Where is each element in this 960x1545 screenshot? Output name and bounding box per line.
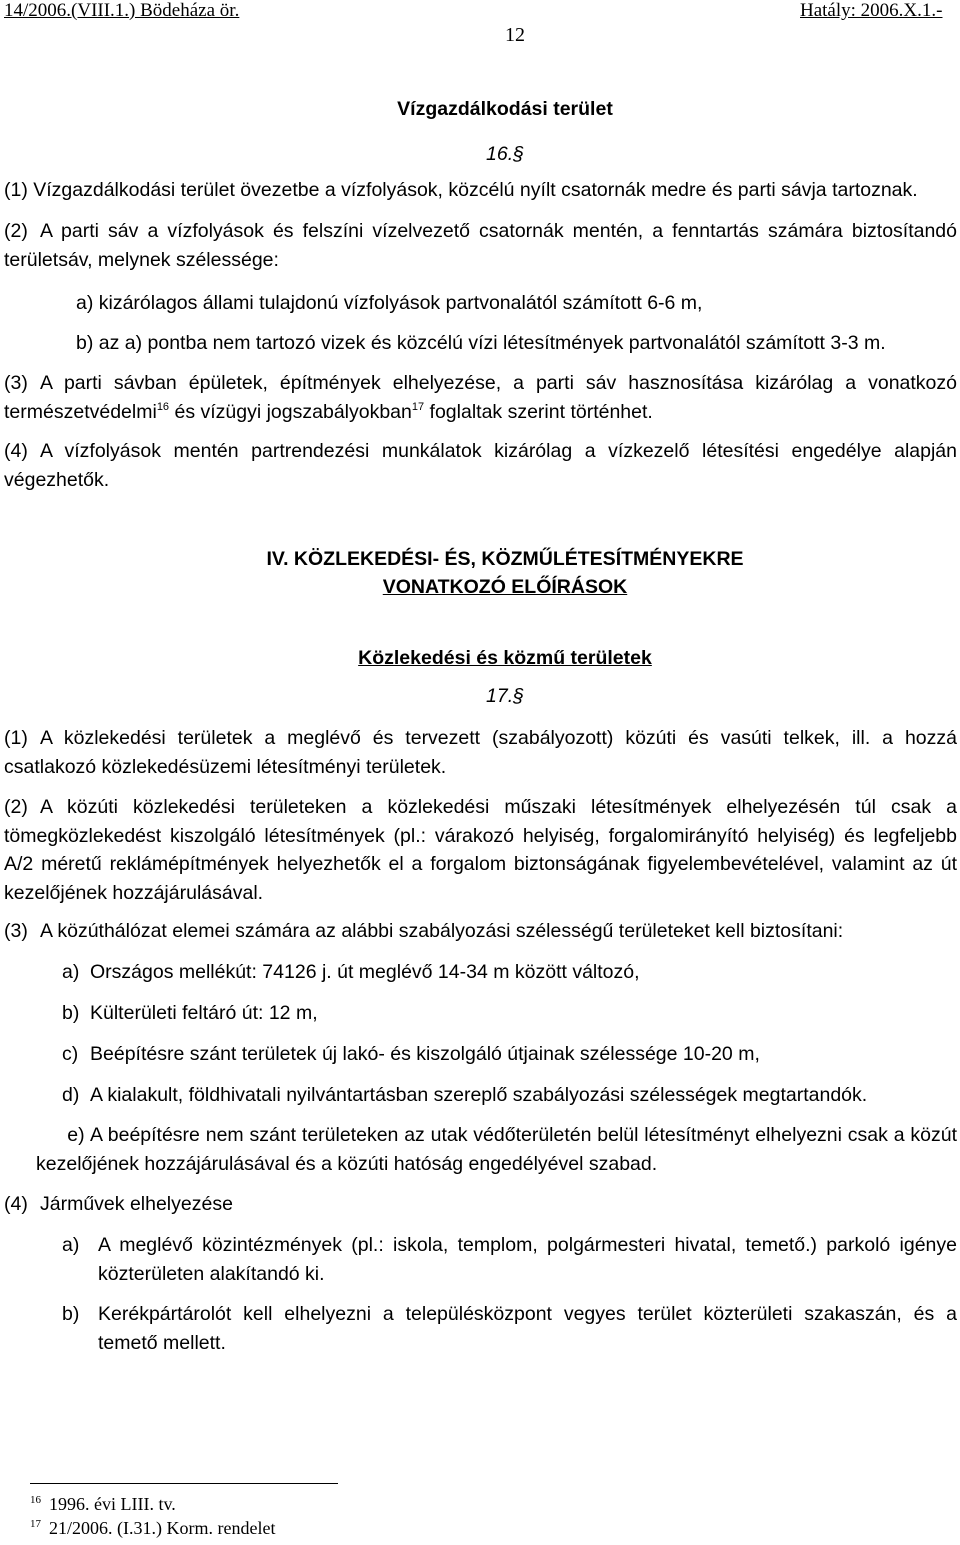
paragraph-number: (2) [4,220,28,242]
footnote-ref-16[interactable]: 16 [156,400,170,413]
list-text: A meglévő közintézmények (pl.: iskola, templom, polgármesteri hivatal, temető.) parkoló igénye közterületen alakítandó ki. [98,1234,957,1285]
footnote-text: 21/2006. (I.31.) Korm. rendelet [49,1518,276,1538]
paragraph-number: (3) [4,372,28,394]
chapter-title-line1: IV. KÖZLEKEDÉSI- ÉS, KÖZMŰLÉTESÍTMÉNYEKRE [266,548,744,570]
list-text: Beépítésre szánt területek új lakó- és kiszolgáló útjainak szélessége 10-20 m, [90,1043,760,1065]
paragraph-number: (4) [4,1193,28,1215]
list-item-16-2-a: a) kizárólagos állami tulajdonú vízfolyások partvonalától számított 6-6 m, [76,292,703,314]
list-label: b) [62,1002,80,1024]
footnote-ref-17[interactable]: 17 [411,400,425,413]
list-label-text: e) [67,1124,85,1146]
paragraph-number: (1) [4,727,28,749]
list-text: A kialakult, földhivatali nyilvántartásban szereplő szabályozási szélességek megtartandók. [90,1084,868,1106]
list-label [36,1121,90,1150]
footnote-mark: 17 [30,1518,41,1530]
paragraph-text: A parti sáv a vízfolyások és felszíni vízelvezető csatornák mentén, a fenntartás számára biztosítandó területsáv, melynek szélessége: [4,220,957,271]
paragraph-number: (3) [4,920,28,942]
list-label: b) [62,1303,80,1325]
paragraph-text: Járművek elhelyezése [40,1193,233,1215]
paragraph-16-1: (1) Vízgazdálkodási terület övezetbe a vízfolyások, közcélú nyílt csatornák medre és parti sávja tartoznak. [4,179,918,201]
list-text: A beépítésre nem szánt területeken az utak védőterületén belül létesítményt elhelyezni csak a közút kezelőjének hozzájárulásával és a közúti hatóság engedélyével szabad. [36,1124,957,1175]
list-item-17-3-e [36,1121,957,1178]
paragraph-16-2 [4,217,957,274]
section-number-16: 16.§ [486,143,524,165]
paragraph-number: (4) [4,440,28,462]
list-item-17-3-a [62,958,957,987]
paragraph-text-part3: foglaltak szerint történhet. [424,400,653,423]
paragraph-text: A vízfolyások mentén partrendezési munkálatok kizárólag a vízkezelő létesítési engedélye alapján végezhetők. [4,440,957,491]
list-item-17-4-b [62,1300,957,1357]
paragraph-17-1 [4,724,957,781]
list-text: Külterületi feltáró út: 12 m, [90,1002,318,1024]
list-label: a) [62,1234,80,1256]
list-label: a) [62,961,80,983]
paragraph-text: A közúthálózat elemei számára az alábbi szabályozási szélességű területeket kell biztosítani: [40,920,844,942]
paragraph-16-4 [4,437,957,494]
paragraph-17-2 [4,793,957,907]
header-effective-date: Hatály: 2006.X.1.- [800,0,943,21]
list-item-17-3-c [62,1040,957,1069]
section-number-17: 17.§ [486,685,524,707]
list-item-16-2-b: b) az a) pontba nem tartozó vizek és közcélú vízi létesítmények partvonalától számított 3-3 m. [76,332,886,354]
footnote-mark: 16 [30,1494,41,1506]
list-text: Országos mellékút: 74126 j. út meglévő 14-34 m között változó, [90,961,640,983]
footnote-text: 1996. évi LIII. tv. [49,1494,176,1514]
paragraph-17-3 [4,917,957,946]
paragraph-17-4 [4,1190,957,1219]
list-text: Kerékpártárolót kell elhelyezni a településközpont vegyes terület közterületi szakaszán, és a temető mellett. [98,1303,957,1354]
footnote-separator [30,1483,338,1484]
paragraph-number: (2) [4,796,28,818]
page-header [0,0,960,24]
footnote-17 [30,1518,275,1539]
page-number: 12 [505,24,525,46]
paragraph-text: A közúti közlekedési területeken a közlekedési műszaki létesítmények elhelyezésén túl csak a tömegközlekedést kiszolgáló létesítmények (pl.: várakozó helyiség, forgalomirányító helyiség) és legfeljebb A/2 méretű reklámépítmények helyezhetők el a forgalom biztonságának figyelembevételével, valamint az út kezelőjének hozzájárulásával. [4,796,957,904]
list-label: d) [62,1084,80,1106]
footnote-16 [30,1494,176,1515]
list-label: c) [62,1043,79,1065]
paragraph-text: A közlekedési területek a meglévő és tervezett (szabályozott) közúti és vasúti telkek, ill. a hozzá csatlakozó közlekedésüzemi létesítményi területek. [4,727,957,778]
section-title-text: Közlekedési és közmű területek [358,647,652,669]
paragraph-text-part1: A parti sávban épületek, építmények elhelyezése, a parti sáv hasznosítása kizárólag a vonatkozó természetvédelmi [4,372,957,423]
list-item-17-4-a [62,1231,957,1288]
paragraph-text-part2: és vízügyi jogszabályokban [169,400,412,423]
chapter-title-line2 [0,576,960,599]
header-decree-id: 14/2006.(VIII.1.) Bödeháza ör. [4,0,240,21]
section-title-water-management: Vízgazdálkodási terület [397,98,613,120]
list-item-17-3-b [62,999,957,1028]
list-item-17-3-d [62,1081,957,1110]
section-title-transport-utility [0,647,960,670]
chapter-title-line2-text: VONATKOZÓ ELŐÍRÁSOK [382,576,628,598]
paragraph-16-3 [4,369,957,426]
